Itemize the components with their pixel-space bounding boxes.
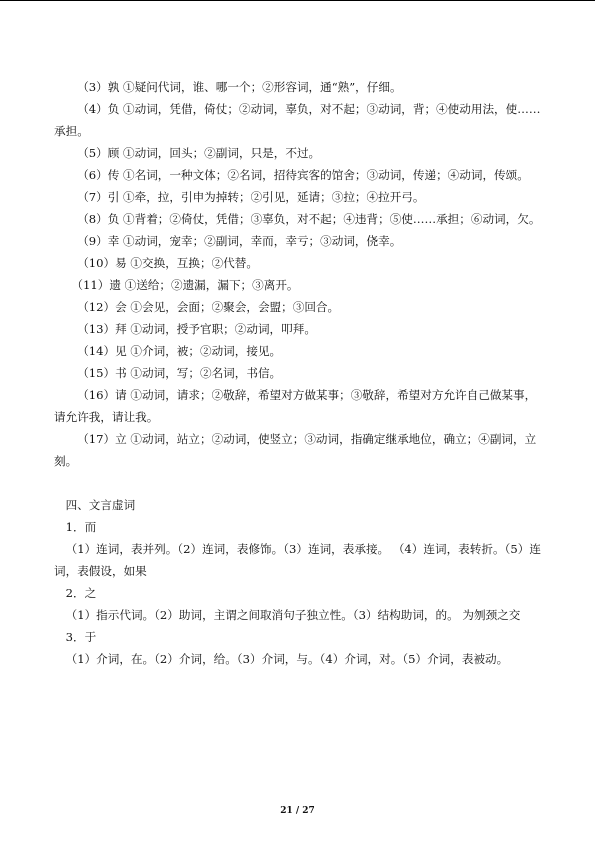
usage-er: （1）连词，表并列。（2）连词，表修饰。（3）连词，表承接。 （4）连词，表转折。（5）连词，表假设，如果 [54,542,541,578]
subheading-er: 1．而 [65,520,97,534]
usage-zhi: （1）指示代词。（2）助词，主谓之间取消句子独立性。（3）结构助词，的。 为刎颈之交 [65,608,521,622]
entry-xing: （9）幸 ①动词，宠幸；②副词，幸而，幸亏；③动词，侥幸。 [77,234,402,248]
entry-bai: （13）拜 ①动词，授予官职；②动词，叩拜。 [77,322,316,336]
entry-zhuan: （6）传 ①名词，一种文体；②名词，招待宾客的馆舍；③动词，传递；④动词，传颂。 [77,168,529,182]
entry-li: （17）立 ①动词，站立；②动词，使竖立；③动词，指确定继承地位，确立；④副词，立刻。 [54,432,537,468]
subheading-yu: 3．于 [65,630,97,644]
entry-yi: （10）易 ①交换，互换；②代替。 [77,256,258,270]
entry-yin: （7）引 ①牵，拉，引申为掉转；②引见，延请；③拉；④拉开弓。 [77,190,425,204]
page-number: 21 / 27 [280,806,315,816]
page-top-border [0,0,595,1]
entry-qing: （16）请 ①动词，请求；②敬辞，希望对方做某事；③敬辞，希望对方允许自己做某事，请允许我，请让我。 [54,388,537,424]
entry-shu-2: （15）书 ①动词，写；②名词，书信。 [77,366,282,380]
entry-yi-2: （11）遗 ①送给；②遗漏，漏下；③离开。 [71,278,299,292]
entry-shu: （3）孰 ①疑问代词，谁、哪一个；②形容词，通“熟”，仔细。 [77,80,402,94]
section-heading-function-words: 四、文言虚词 [65,498,136,512]
document-body [54,76,542,670]
entry-fu: （4）负 ①动词，凭借，倚仗；②动词，辜负，对不起；③动词，背；④使动用法，使……承担。 [54,102,541,138]
section-gap [54,472,542,494]
entry-gu: （5）顾 ①动词，回头；②副词，只是，不过。 [77,146,321,160]
entry-hui: （12）会 ①会见，会面；②聚会，会盟；③回合。 [77,300,340,314]
usage-yu: （1）介词，在。（2）介词，给。（3）介词，与。（4）介词，对。（5）介词，表被动。 [65,652,509,666]
entry-jian: （14）见 ①介词，被；②动词，接见。 [77,344,282,358]
subheading-zhi: 2．之 [65,586,97,600]
entry-fu-2: （8）负 ①背着；②倚仗，凭借；③辜负，对不起；④违背；⑤使……承担；⑥动词，欠。 [77,212,541,226]
